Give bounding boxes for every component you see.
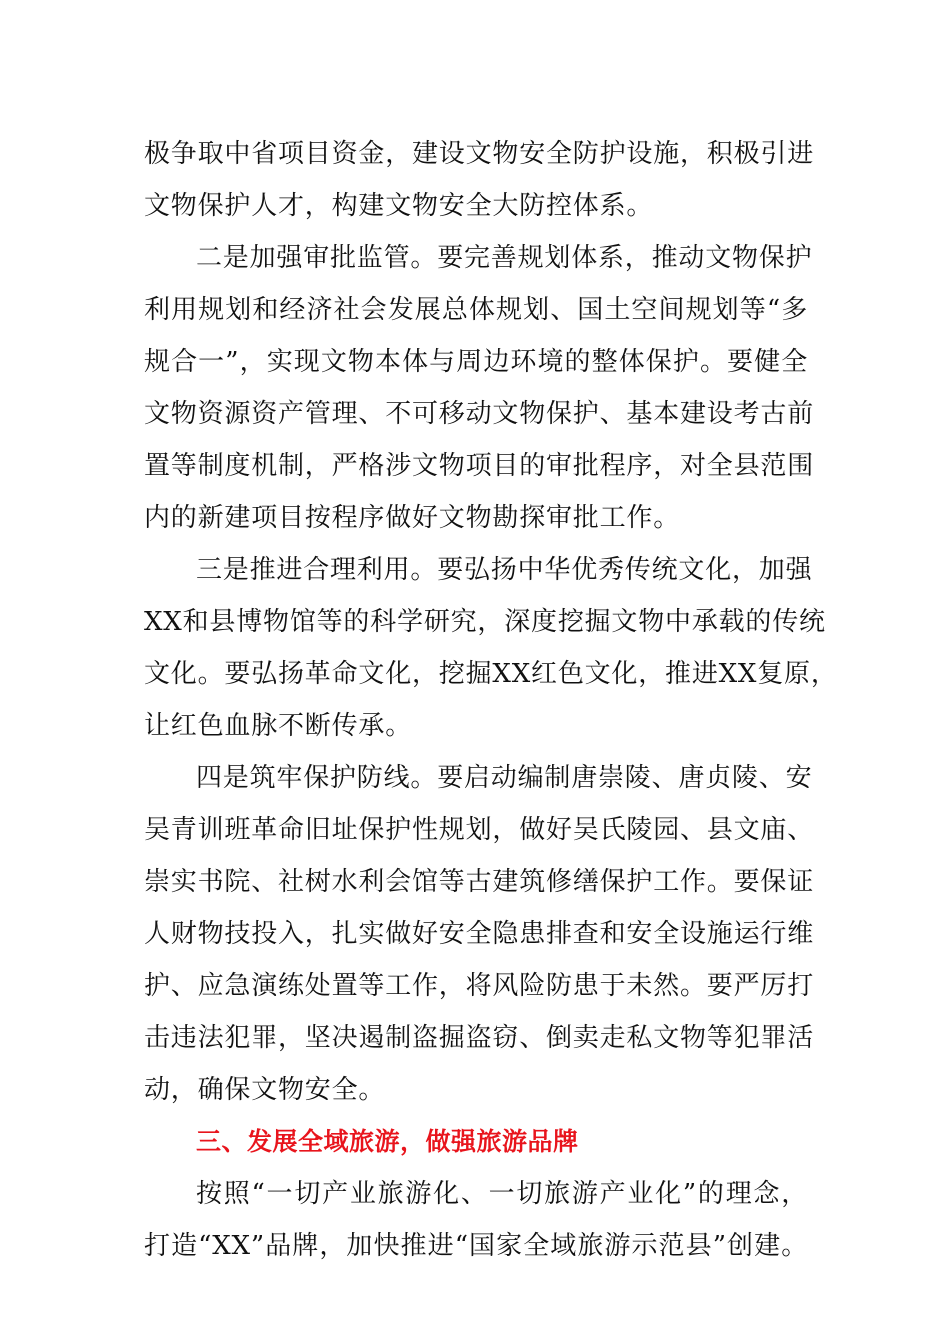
body-text-line: 文物保护人才，构建文物安全大防控体系。: [144, 191, 654, 221]
paragraph-first-line: 二是加强审批监管。要完善规划体系，推动文物保护: [196, 243, 813, 273]
body-text-line: 崇实书院、社树水利会馆等古建筑修缮保护工作。要保证: [144, 867, 815, 897]
paragraph-first-line: 四是筑牢保护防线。要启动编制唐崇陵、唐贞陵、安: [196, 763, 813, 793]
section-heading: 三、发展全域旅游，做强旅游品牌: [196, 1127, 579, 1156]
body-text-line: XX和县博物馆等的科学研究，深度挖掘文物中承载的传统: [144, 607, 826, 637]
body-text-line: 规合一”，实现文物本体与周边环境的整体保护。要健全: [144, 347, 808, 377]
body-text-line: 文物资源资产管理、不可移动文物保护、基本建设考古前: [144, 399, 815, 429]
body-text-line: 置等制度机制，严格涉文物项目的审批程序，对全县范围: [144, 451, 815, 481]
body-text-line: 动，确保文物安全。: [144, 1075, 386, 1105]
body-text-line: 文化。要弘扬革命文化，挖掘XX红色文化，推进XX复原，: [144, 659, 838, 689]
paragraph-first-line: 按照“一切产业旅游化、一切旅游产业化”的理念，: [196, 1179, 808, 1209]
body-text-line: 利用规划和经济社会发展总体规划、国土空间规划等“多: [144, 295, 808, 325]
body-text-line: 护、应急演练处置等工作，将风险防患于未然。要严厉打: [144, 971, 815, 1001]
body-text-line: 击违法犯罪，坚决遏制盗掘盗窃、倒卖走私文物等犯罪活: [144, 1023, 815, 1053]
body-text-line: 让红色血脉不断传承。: [144, 711, 413, 741]
body-text-line: 打造“XX”品牌，加快推进“国家全域旅游示范县”创建。: [144, 1231, 808, 1261]
paragraph-first-line: 三是推进合理利用。要弘扬中华优秀传统文化，加强: [196, 555, 813, 585]
body-text-line: 吴青训班革命旧址保护性规划，做好吴氏陵园、县文庙、: [144, 815, 815, 845]
body-text-line: 极争取中省项目资金，建设文物安全防护设施，积极引进: [144, 139, 815, 169]
body-text-line: 内的新建项目按程序做好文物勘探审批工作。: [144, 503, 681, 533]
document-body: [144, 128, 838, 1272]
body-text-line: 人财物技投入，扎实做好安全隐患排查和安全设施运行维: [144, 919, 815, 949]
